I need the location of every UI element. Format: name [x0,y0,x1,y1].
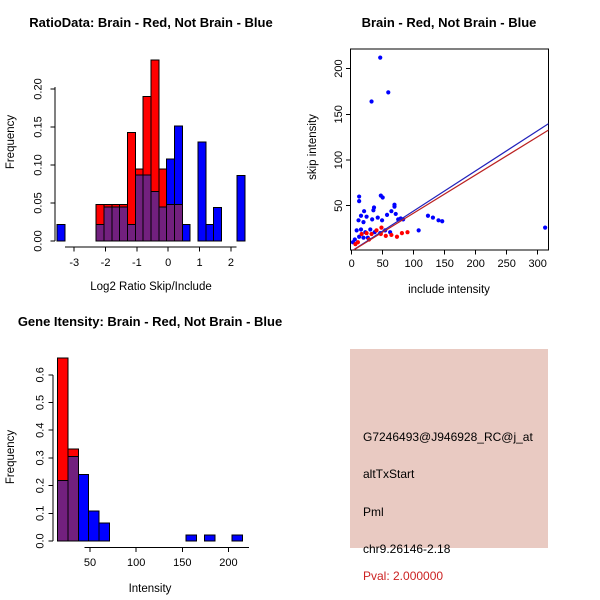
histogram-bar [99,523,109,541]
histogram-bar [127,224,135,241]
scatter-point-blue [436,218,440,222]
histogram-bar [232,535,242,541]
y-tick-label: 0.00 [32,230,45,252]
scatter-point-blue [378,56,382,60]
histogram-bar [167,205,175,241]
gene-histogram-x-axis-label: Intensity [128,583,172,595]
gene-name-text: Pml [363,504,384,519]
scatter-point-blue [359,214,363,218]
scatter-point-red [379,226,383,230]
x-tick-label: 50 [376,258,389,270]
histogram-bar [68,449,78,457]
y-tick-label: 0.20 [32,78,45,100]
x-tick-label: -1 [132,257,142,269]
ratio-histogram-y-axis-label: Frequency [5,114,17,170]
scatter-point-red [384,234,388,238]
x-tick-label: 100 [404,258,423,270]
histogram-bar [89,511,99,541]
y-tick-label: 150 [333,105,345,124]
x-tick-label: 250 [497,258,516,270]
histogram-bar [167,159,175,205]
scatter-point-blue [361,220,365,224]
histogram-bar [198,142,206,241]
gene-histogram-title: Gene Itensity: Brain - Red, Not Brain - Blue [17,314,283,329]
scatter-point-blue [364,215,368,219]
x-tick-label: 200 [219,557,238,569]
scatter-point-blue [368,227,372,231]
locus-text: chr9.26146-2.18 [363,541,451,556]
y-tick-label: 0.10 [32,154,45,176]
histogram-bar [214,208,222,241]
y-tick-label: 200 [333,59,345,78]
scatter-point-blue [376,215,380,219]
scatter-point-red [400,231,404,235]
scatter-point-blue [359,227,363,231]
histogram-bar [135,175,143,241]
y-tick-label: 0.3 [34,450,47,466]
scatter-point-blue [381,195,385,199]
x-tick-label: 300 [528,258,547,270]
scatter-point-red [389,233,393,237]
scatter-title: Brain - Red, Not Brain - Blue [361,15,537,30]
y-tick-label: 0.0 [34,533,47,549]
ratio-histogram-x-axis-label: Log2 Ratio Skip/Include [90,281,212,293]
scatter-points [351,56,547,247]
histogram-bar [174,205,182,241]
scatter-point-blue [389,209,393,213]
x-tick-label: 2 [227,257,234,269]
pval-text: Pval: 2.000000 [363,569,444,583]
scatter-point-blue [362,209,366,213]
histogram-bar [127,132,135,224]
panel-gene-intensity-histogram [0,300,300,600]
histogram-bar [96,205,104,225]
scatter-point-blue [355,228,359,232]
y-tick-label: 100 [333,150,345,170]
scatter-point-blue [417,228,421,232]
histogram-bar [112,207,120,241]
scatter-point-blue [385,213,389,217]
gene-histogram-plot [35,358,249,569]
panel-ratio-histogram [0,0,300,300]
y-tick-label: 0.5 [34,394,47,411]
histogram-bar [143,97,151,175]
x-tick-label: 150 [435,258,454,270]
histogram-bar [159,169,167,207]
scatter-point-red [360,232,364,236]
scatter-point-blue [361,236,365,240]
scatter-point-red [405,230,409,234]
ratio-histogram-plot [33,60,245,269]
x-tick-label: 50 [83,557,97,569]
scatter-point-blue [369,99,373,103]
histogram-bar [174,126,182,204]
histogram-bar [120,207,128,241]
scatter-point-red [353,242,357,246]
y-tick-label: 0.6 [34,367,47,383]
scatter-point-blue [431,215,435,219]
scatter-point-red [395,235,399,239]
scatter-point-blue [440,219,444,223]
panel-intensity-scatter [300,0,600,300]
gene-histogram-y-axis-label: Frequency [5,429,17,485]
ratio-histogram-title: RatioData: Brain - Red, Not Brain - Blue [29,15,273,30]
probe-id-text: G7246493@J946928_RC@j_at [363,430,533,444]
histogram-bar [204,535,214,541]
histogram-bar [57,224,65,241]
histogram-bar [104,205,112,207]
x-tick-label: -2 [100,257,111,269]
scatter-point-blue [371,208,375,212]
histogram-bar [78,475,88,541]
scatter-point-blue [357,199,361,203]
histogram-bar [68,457,78,541]
y-tick-label: 0.4 [34,422,47,438]
scatter-point-blue [380,218,384,222]
histogram-bar [58,481,68,541]
histogram-bar [237,176,245,241]
x-tick-label: -3 [69,257,80,269]
histogram-bar [206,224,214,241]
histogram-bar [159,207,167,241]
histogram-bar [186,535,196,541]
x-tick-label: 100 [126,557,146,569]
y-tick-label: 0.2 [34,477,47,494]
x-tick-label: 0 [348,258,355,270]
histogram-bar [151,60,159,191]
scatter-point-blue [392,205,396,209]
brain-fit-line [346,130,549,255]
y-tick-label: 50 [333,199,345,212]
x-tick-label: 1 [196,257,203,269]
histogram-bar [58,358,68,480]
gene-info-box [350,349,548,583]
x-tick-label: 200 [466,258,485,270]
scatter-point-blue [370,217,374,221]
histogram-bar [120,205,128,207]
event-type-text: altTxStart [363,467,415,481]
histogram-bar [112,205,120,207]
x-tick-label: 0 [165,257,172,269]
scatter-point-blue [426,214,430,218]
scatter-point-red [374,228,378,232]
scatter-point-red [364,231,368,235]
intensity-scatter-svg [300,0,600,300]
histogram-bar [151,192,159,241]
not-brain-fit-line [346,123,549,255]
histogram-bar [143,175,151,241]
scatter-point-blue [543,226,547,230]
scatter-point-blue [356,218,360,222]
scatter-y-axis-label: skip intensity [307,114,319,180]
histogram-bar [96,224,104,241]
gene-histogram-svg [0,300,300,600]
scatter-x-axis-label: include intensity [408,284,490,296]
panel-gene-info [300,300,600,600]
histogram-bar [135,169,143,175]
y-tick-label: 0.05 [32,192,45,214]
histogram-bar [182,224,190,241]
scatter-point-blue [386,90,390,94]
scatter-point-red [369,232,373,236]
ratio-histogram-svg [0,0,300,300]
scatter-point-blue [394,212,398,216]
x-tick-label: 150 [173,557,192,569]
histogram-bar [104,207,112,241]
scatter-point-blue [357,194,361,198]
intensity-scatter-plot [333,49,549,270]
y-tick-label: 0.1 [34,505,47,521]
y-tick-label: 0.15 [32,116,45,138]
